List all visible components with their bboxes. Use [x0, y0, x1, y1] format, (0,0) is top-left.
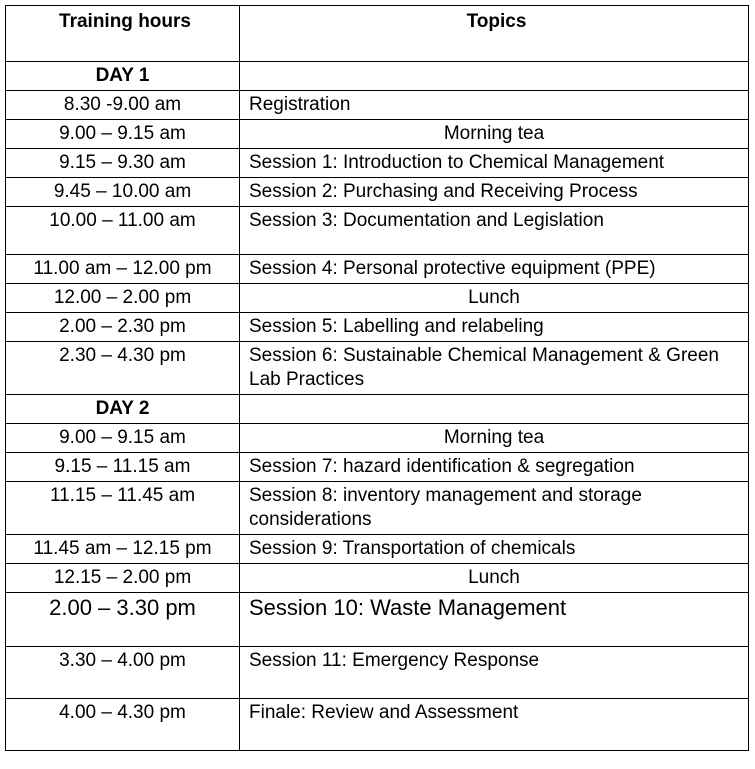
- topic-cell: Registration: [240, 91, 749, 120]
- time-cell: 12.00 – 2.00 pm: [6, 284, 240, 313]
- table-row: [6, 342, 749, 395]
- table-row: [6, 535, 749, 564]
- topic-cell: Lunch: [240, 564, 749, 593]
- table-row: [6, 255, 749, 284]
- topic-cell: Session 8: inventory management and storage considerations: [240, 482, 749, 535]
- time-cell: 3.30 – 4.00 pm: [6, 647, 240, 699]
- table-row: [6, 149, 749, 178]
- table-row: [6, 564, 749, 593]
- table-row: [6, 453, 749, 482]
- time-cell: 11.15 – 11.45 am: [6, 482, 240, 535]
- time-cell: 9.15 – 9.30 am: [6, 149, 240, 178]
- topic-cell: Session 9: Transportation of chemicals: [240, 535, 749, 564]
- table-row: [6, 699, 749, 751]
- time-cell: 11.45 am – 12.15 pm: [6, 535, 240, 564]
- day-label: DAY 2: [6, 395, 240, 424]
- time-cell: 9.45 – 10.00 am: [6, 178, 240, 207]
- day-label: DAY 1: [6, 62, 240, 91]
- topic-cell: [240, 62, 749, 91]
- time-cell: 9.15 – 11.15 am: [6, 453, 240, 482]
- topic-cell: Session 3: Documentation and Legislation: [240, 207, 749, 255]
- time-cell: 9.00 – 9.15 am: [6, 424, 240, 453]
- topic-cell: Session 6: Sustainable Chemical Management & Green Lab Practices: [240, 342, 749, 395]
- day-row: [6, 395, 749, 424]
- time-cell: 2.00 – 2.30 pm: [6, 313, 240, 342]
- time-cell: 9.00 – 9.15 am: [6, 120, 240, 149]
- topic-cell: Session 4: Personal protective equipment (PPE): [240, 255, 749, 284]
- time-cell: 4.00 – 4.30 pm: [6, 699, 240, 751]
- table-row: [6, 178, 749, 207]
- table-row: [6, 207, 749, 255]
- topic-cell: Session 1: Introduction to Chemical Management: [240, 149, 749, 178]
- time-cell: 12.15 – 2.00 pm: [6, 564, 240, 593]
- topic-cell: Session 11: Emergency Response: [240, 647, 749, 699]
- topic-cell: Lunch: [240, 284, 749, 313]
- table-row: [6, 120, 749, 149]
- header-topics: Topics: [240, 6, 749, 62]
- topic-cell: Session 5: Labelling and relabeling: [240, 313, 749, 342]
- time-cell: 11.00 am – 12.00 pm: [6, 255, 240, 284]
- table-header-row: [6, 6, 749, 62]
- time-cell: 2.00 – 3.30 pm: [6, 593, 240, 647]
- topic-cell: Finale: Review and Assessment: [240, 699, 749, 751]
- table-row: [6, 593, 749, 647]
- table-row: [6, 284, 749, 313]
- topic-cell: Session 7: hazard identification & segregation: [240, 453, 749, 482]
- header-training-hours: Training hours: [6, 6, 240, 62]
- day-row: [6, 62, 749, 91]
- topic-cell: Session 10: Waste Management: [240, 593, 749, 647]
- topic-cell: Morning tea: [240, 120, 749, 149]
- table-row: [6, 91, 749, 120]
- table-row: [6, 482, 749, 535]
- table-row: [6, 647, 749, 699]
- time-cell: 8.30 -9.00 am: [6, 91, 240, 120]
- topic-cell: [240, 395, 749, 424]
- time-cell: 10.00 – 11.00 am: [6, 207, 240, 255]
- table-row: [6, 424, 749, 453]
- table-row: [6, 313, 749, 342]
- training-schedule-table: [5, 5, 749, 751]
- topic-cell: Morning tea: [240, 424, 749, 453]
- time-cell: 2.30 – 4.30 pm: [6, 342, 240, 395]
- topic-cell: Session 2: Purchasing and Receiving Process: [240, 178, 749, 207]
